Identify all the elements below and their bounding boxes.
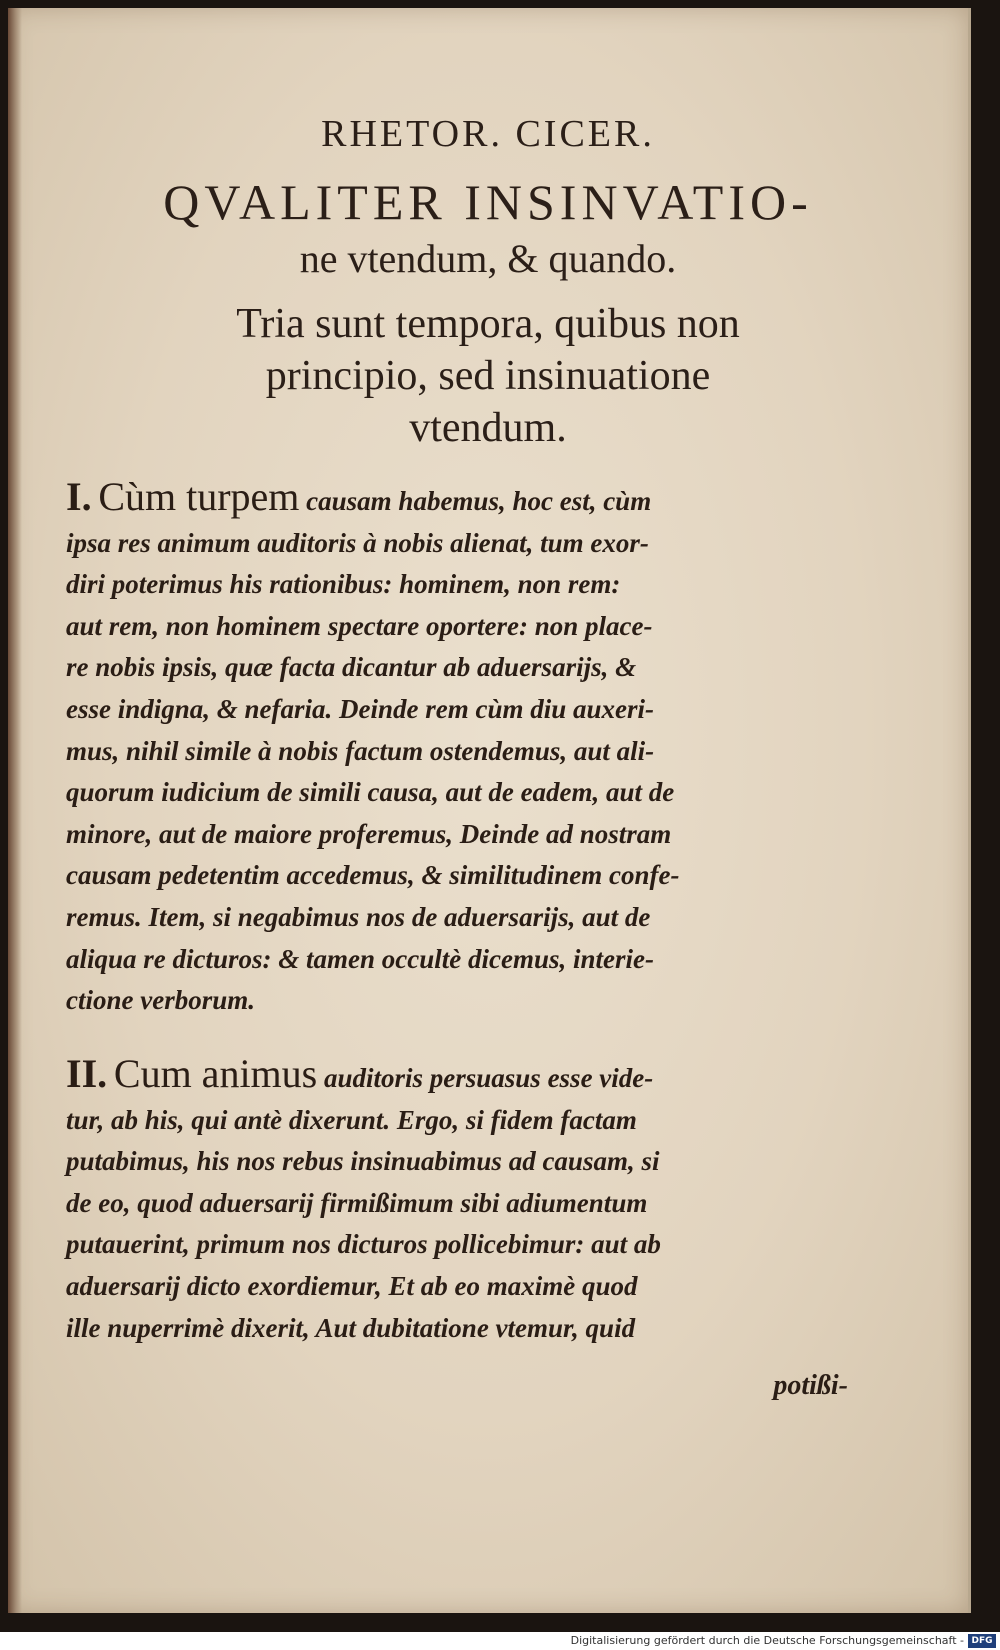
paragraph-line: re nobis ipsis, quæ facta dicantur ab aduersarijs, & [66,652,637,683]
paragraph-line: minore, aut de maiore proferemus, Deinde ad nostram [66,818,672,849]
paragraph-line: putauerint, primum nos dicturos pollicebimur: aut ab [66,1229,661,1260]
paragraph-text: causam habemus, hoc est, cùm [306,486,652,516]
paragraph-line: putabimus, his nos rebus insinuabimus ad causam, si [66,1146,660,1177]
paragraph-lead: Cùm turpem [98,474,300,519]
paragraph-line: remus. Item, si negabimus nos de aduersarijs, aut de [66,901,651,932]
paragraph-line: aut rem, non hominem spectare oportere: non place- [66,610,653,641]
paragraph-line: ipsa res animum auditoris à nobis alienat, tum exor- [66,527,649,558]
paragraph-line: de eo, quod aduersarij firmißimum sibi adiumentum [66,1187,648,1218]
paragraph-line: aliqua re dicturos: & tamen occultè dicemus, interie- [66,943,654,974]
paragraph-line: aduersarij dicto exordiemur, Et ab eo maximè quod [66,1270,638,1301]
paragraph-text: auditoris persuasus esse vide- [323,1063,654,1093]
paragraph-line: tur, ab his, qui antè dixerunt. Ergo, si fidem factam [66,1104,637,1135]
subtitle-line-1: Tria sunt tempora, quibus non [236,301,740,347]
paragraph-line [66,1053,866,1100]
page-binding-edge [8,8,22,1613]
title-line-1: QVALITER INSINVATIO- [163,174,813,230]
section-title [68,172,908,286]
section-subtitle [88,298,888,454]
paragraph-line: causam pedetentim accedemus, & similitudinem confe- [66,860,680,891]
digitization-footer [0,1632,1000,1650]
footer-credit: Digitalisierung gefördert durch die Deutsche Forschungsgemeinschaft - [570,1634,964,1647]
paragraph-line: ctione verborum. [66,985,255,1016]
paragraph-lead: Cum animus [113,1051,318,1096]
paragraph-number: I. [66,474,92,519]
paragraph-number: II. [66,1051,108,1096]
running-head: RHETOR. CICER. [321,113,655,155]
dfg-logo-icon: DFG [968,1634,996,1648]
paragraph-2 [66,1053,866,1349]
title-line-2: ne vtendum, & quando. [299,236,677,281]
paragraph-1 [66,476,866,1022]
paragraph-line: mus, nihil simile à nobis factum ostendemus, aut ali- [66,735,655,766]
paragraph-line: ille nuperrimè dixerit, Aut dubitatione vtemur, quid [66,1312,636,1343]
book-page [8,8,971,1613]
paragraph-line: diri poterimus his rationibus: hominem, non rem: [66,569,621,600]
paragraph-line [66,476,866,523]
subtitle-line-2: principio, sed insinuatione [265,353,711,399]
paragraph-line: esse indigna, & nefaria. Deinde rem cùm diu auxeri- [66,693,655,724]
paragraph-line: quorum iudicium de simili causa, aut de eadem, aut de [66,777,675,808]
catchword: potißi- [773,1370,848,1401]
subtitle-line-3: vtendum. [409,405,567,451]
